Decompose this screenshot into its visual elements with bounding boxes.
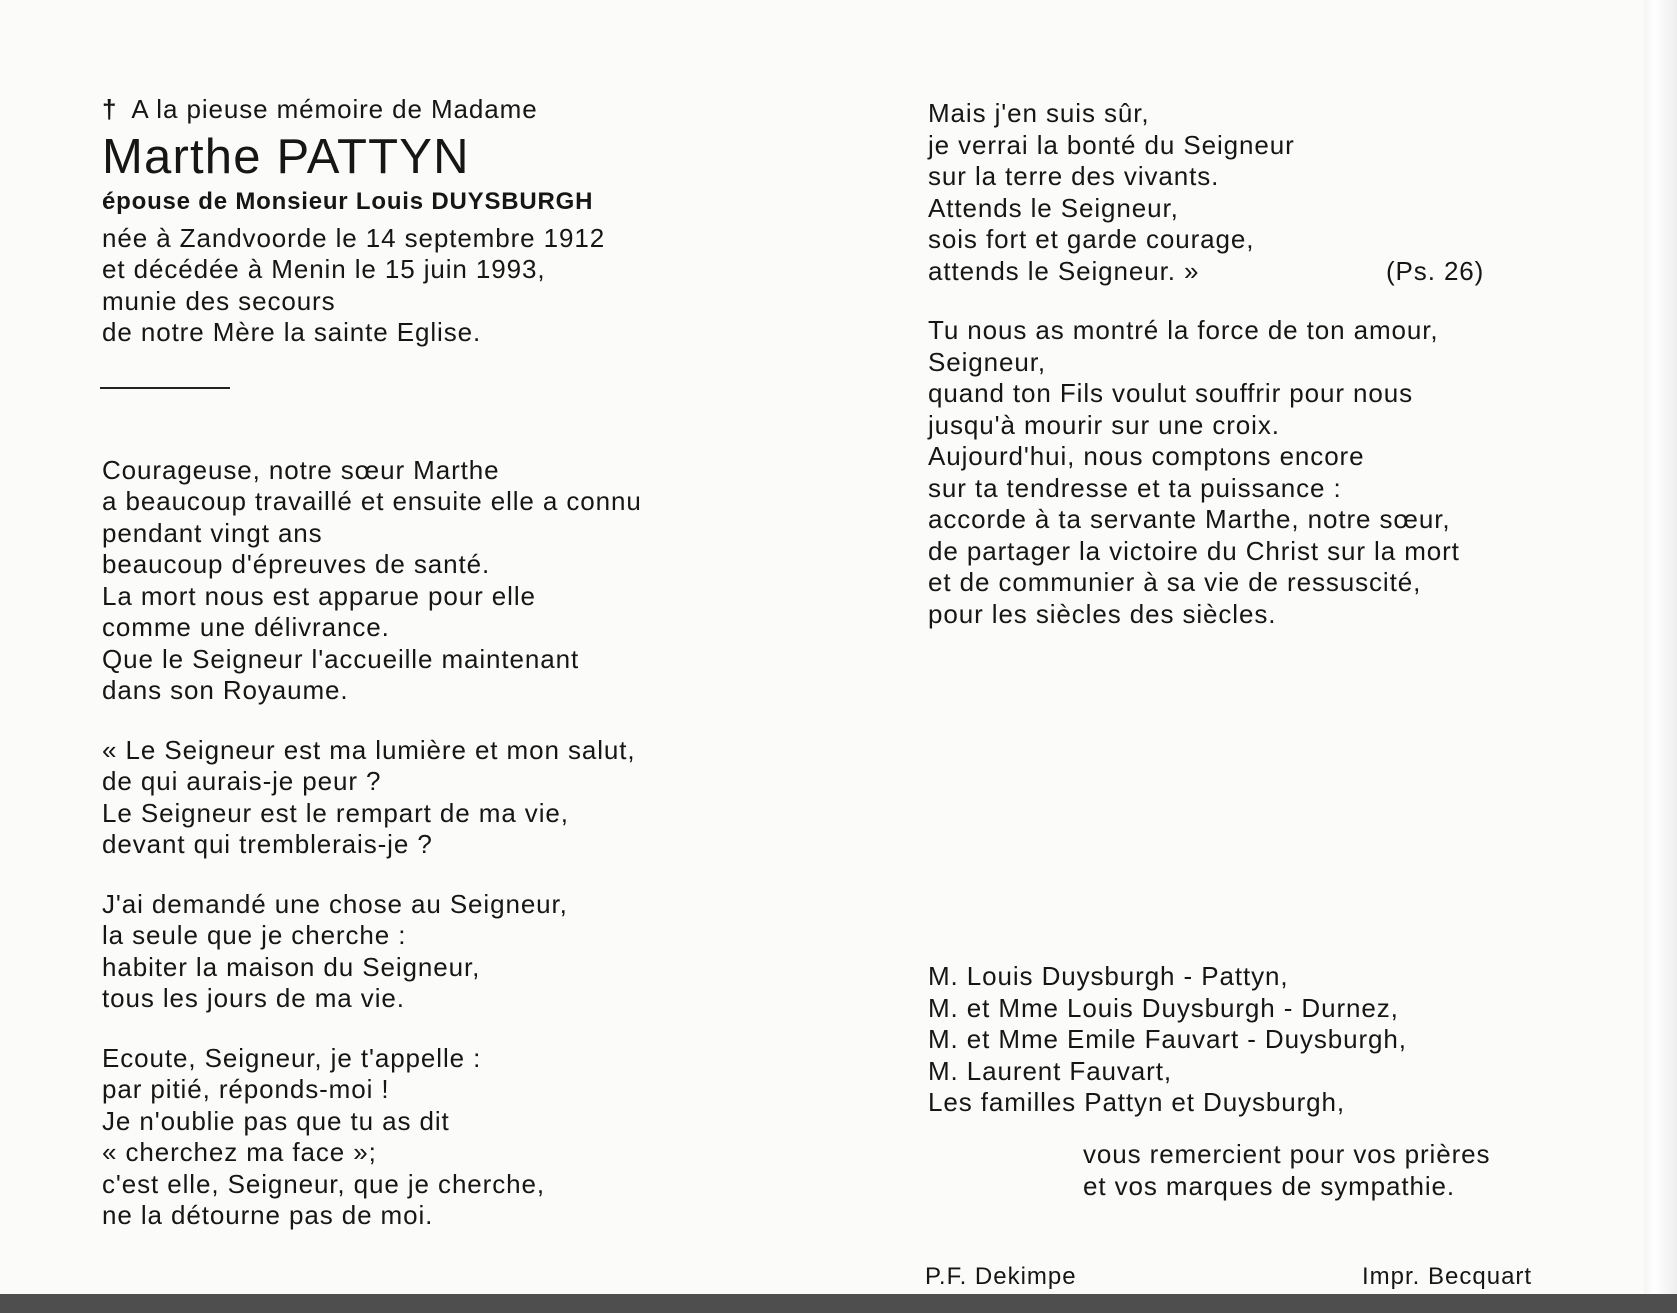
text-line: Aujourd'hui, nous comptons encore xyxy=(928,441,1365,471)
text-line: dans son Royaume. xyxy=(102,675,349,705)
text-line: Attends le Seigneur, xyxy=(928,192,1179,223)
text-block-courageuse xyxy=(102,455,752,707)
text-line: beaucoup d'épreuves de santé. xyxy=(102,549,491,579)
cross-icon: † xyxy=(102,94,118,124)
printer-credit: Impr. Becquart xyxy=(1362,1263,1533,1290)
text-line: Que le Seigneur l'accueille maintenant xyxy=(102,643,580,674)
bio-line: née à Zandvoorde le 14 septembre 1912 xyxy=(102,222,606,253)
text-line: Courageuse, notre sœur Marthe xyxy=(102,454,500,485)
thanks-block xyxy=(1083,1139,1490,1202)
bio-line: munie des secours xyxy=(102,285,336,316)
text-line: ne la détourne pas de moi. xyxy=(102,1200,434,1230)
text-line: par pitié, réponds-moi ! xyxy=(102,1074,390,1104)
text-line: sur la terre des vivants. xyxy=(928,161,1220,191)
psalm-block xyxy=(928,98,1548,287)
text-line: « cherchez ma face »; xyxy=(102,1137,377,1167)
text-line: jusqu'à mourir sur une croix. xyxy=(928,409,1280,440)
text-block-lumiere xyxy=(102,735,752,861)
text-line: Le Seigneur est le rempart de ma vie, xyxy=(102,797,569,828)
psalm-last-line: attends le Seigneur. » xyxy=(928,255,1200,286)
psalm-reference: (Ps. 26) xyxy=(1386,255,1485,286)
card-edge-right xyxy=(1644,0,1677,1313)
left-column xyxy=(102,94,752,1232)
right-column xyxy=(928,98,1548,630)
text-block-demande xyxy=(102,889,752,1015)
family-member: M. Louis Duysburgh - Pattyn, xyxy=(928,961,1289,991)
text-line: de qui aurais-je peur ? xyxy=(102,766,382,796)
text-line: de partager la victoire du Christ sur la mort xyxy=(928,535,1460,566)
scan-background-bottom xyxy=(0,1294,1677,1313)
text-line: et de communier à sa vie de ressuscité, xyxy=(928,567,1422,597)
text-line: devant qui tremblerais-je ? xyxy=(102,829,433,859)
thanks-line: et vos marques de sympathie. xyxy=(1083,1170,1456,1201)
bio-line: de notre Mère la sainte Eglise. xyxy=(102,317,482,347)
text-line: pendant vingt ans xyxy=(102,517,323,548)
text-line: quand ton Fils voulut souffrir pour nous xyxy=(928,378,1414,408)
family-member: M. et Mme Louis Duysburgh - Durnez, xyxy=(928,992,1399,1023)
spouse-line: épouse de Monsieur Louis DUYSBURGH xyxy=(102,187,594,215)
text-line: Tu nous as montré la force de ton amour, xyxy=(928,315,1439,345)
text-line: La mort nous est apparue pour elle xyxy=(102,580,536,611)
intro-text: A la pieuse mémoire de Madame xyxy=(131,94,538,124)
text-line: a beaucoup travaillé et ensuite elle a connu xyxy=(102,486,642,516)
family-member: M. Laurent Fauvart, xyxy=(928,1055,1172,1086)
text-line: J'ai demandé une chose au Seigneur, xyxy=(102,888,568,919)
bio-block xyxy=(102,223,752,349)
text-line: je verrai la bonté du Seigneur xyxy=(928,129,1295,160)
family-list xyxy=(928,961,1407,1119)
text-line: Je n'oublie pas que tu as dit xyxy=(102,1105,450,1136)
funeral-director: P.F. Dekimpe xyxy=(925,1263,1077,1290)
text-line: pour les siècles des siècles. xyxy=(928,598,1277,629)
text-line: tous les jours de ma vie. xyxy=(102,983,405,1013)
intro-line xyxy=(102,94,752,126)
text-line: accorde à ta servante Marthe, notre sœur, xyxy=(928,504,1451,534)
deceased-name: Marthe PATTYN xyxy=(102,129,470,184)
text-line: la seule que je cherche : xyxy=(102,920,407,950)
text-line: « Le Seigneur est ma lumière et mon salut, xyxy=(102,734,636,765)
family-member: M. et Mme Emile Fauvart - Duysburgh, xyxy=(928,1024,1407,1054)
family-member: Les familles Pattyn et Duysburgh, xyxy=(928,1087,1345,1117)
prayer-block xyxy=(928,315,1548,630)
text-line: Ecoute, Seigneur, je t'appelle : xyxy=(102,1042,482,1073)
text-line: habiter la maison du Seigneur, xyxy=(102,951,481,982)
text-block-ecoute xyxy=(102,1043,752,1232)
text-line: sur ta tendresse et ta puissance : xyxy=(928,472,1342,503)
text-line: Mais j'en suis sûr, xyxy=(928,98,1150,128)
text-line: sois fort et garde courage, xyxy=(928,224,1255,254)
divider-rule xyxy=(100,387,230,389)
text-line xyxy=(928,256,1548,288)
thanks-line: vous remercient pour vos prières xyxy=(1083,1139,1491,1169)
bio-line: et décédée à Menin le 15 juin 1993, xyxy=(102,254,546,284)
text-line: Seigneur, xyxy=(928,346,1046,377)
text-line: c'est elle, Seigneur, que je cherche, xyxy=(102,1168,545,1199)
text-line: comme une délivrance. xyxy=(102,612,390,642)
